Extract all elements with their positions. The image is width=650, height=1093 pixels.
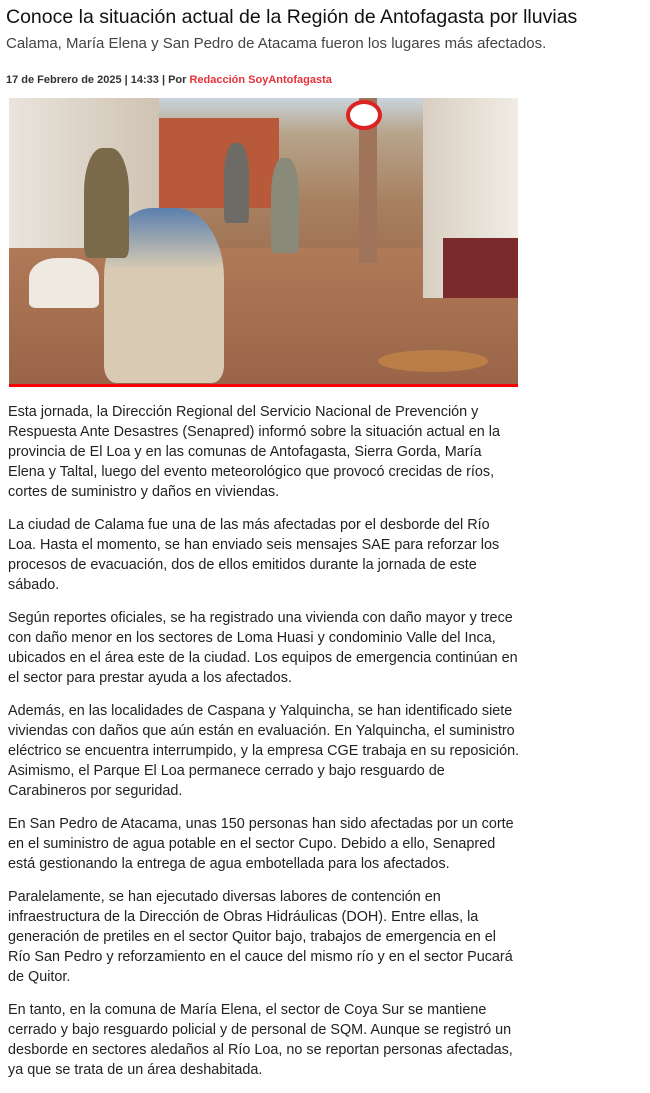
byline-author[interactable]: Redacción SoyAntofagasta (189, 74, 332, 86)
article-title: Conoce la situación actual de la Región de Antofagasta por lluvias (6, 6, 578, 28)
photo-person-bg2 (271, 158, 299, 253)
byline (6, 74, 332, 86)
photo-traffic-sign (346, 100, 382, 130)
photo-wall-left-red (159, 118, 279, 208)
photo-dog (29, 258, 99, 308)
article-subtitle: Calama, María Elena y San Pedro de Atacama fueron los lugares más afectados. (6, 35, 547, 52)
byline-date: 17 de Febrero de 2025 | 14:33 | Por (6, 74, 190, 86)
photo-person-bg1 (224, 143, 249, 223)
article-paragraph: Esta jornada, la Dirección Regional del Servicio Nacional de Prevención y Respuesta Ante Desastres (Senapred) informó sobre la situación actual en la provincia de El Loa y en las comunas de Antofagasta, Sierra Gorda, María Elena y Taltal, luego del evento meteorológico que provocó crecidas de ríos, cortes de suministro y daños en viviendas. (8, 404, 500, 500)
article-paragraph: Además, en las localidades de Caspana y Yalquincha, se han identificado siete viviendas con daños que aún están en evaluación. En Yalquincha, el suministro eléctrico se encuentra interrumpido, y la empresa CGE trabaja en su reposición. Asimismo, el Parque El Loa permanece cerrado y bajo resguardo de Carabineros por seguridad. (8, 703, 520, 799)
photo-puddle (378, 350, 488, 372)
article-photo (9, 98, 518, 387)
article-paragraph: La ciudad de Calama fue una de las más afectadas por el desborde del Río Loa. Hasta el momento, se han enviado seis mensajes SAE para reforzar los procesos de evacuación, dos de ellos emitidos durante la jornada de este sábado. (8, 517, 500, 593)
article-paragraph: Según reportes oficiales, se ha registrado una vivienda con daño mayor y trece con daño menor en los sectores de Loma Huasi y condominio Valle del Inca, ubicados en el área este de la ciudad. Los equipos de emergencia continúan en el sector para prestar ayuda a los afectados. (8, 610, 518, 686)
article-body (8, 402, 520, 1093)
article-paragraph: Paralelamente, se han ejecutado diversas labores de contención en infraestructura de la Dirección de Obras Hidráulicas (DOH). Entre ellas, la generación de pretiles en el sector Quitor bajo, trabajos de emergencia en el Río San Pedro y reforzamiento en el cauce del mismo río y en el sector Pucará de Quitor. (8, 889, 513, 985)
article-paragraph: En tanto, en la comuna de María Elena, el sector de Coya Sur se mantiene cerrado y bajo resguardo policial y de personal de SQM. Aunque se registró un desborde en sectores aledaños al Río Loa, no se reportan personas afectadas, ya que se trata de un área deshabitada. (8, 1002, 513, 1078)
article-paragraph: En San Pedro de Atacama, unas 150 personas han sido afectadas por un corte en el suministro de agua potable en el sector Cupo. Debido a ello, Senapred está gestionando la entrega de agua embotellada para los afectados. (8, 816, 514, 872)
photo-wall-right-red (443, 238, 518, 298)
photo-person-man (84, 148, 129, 258)
